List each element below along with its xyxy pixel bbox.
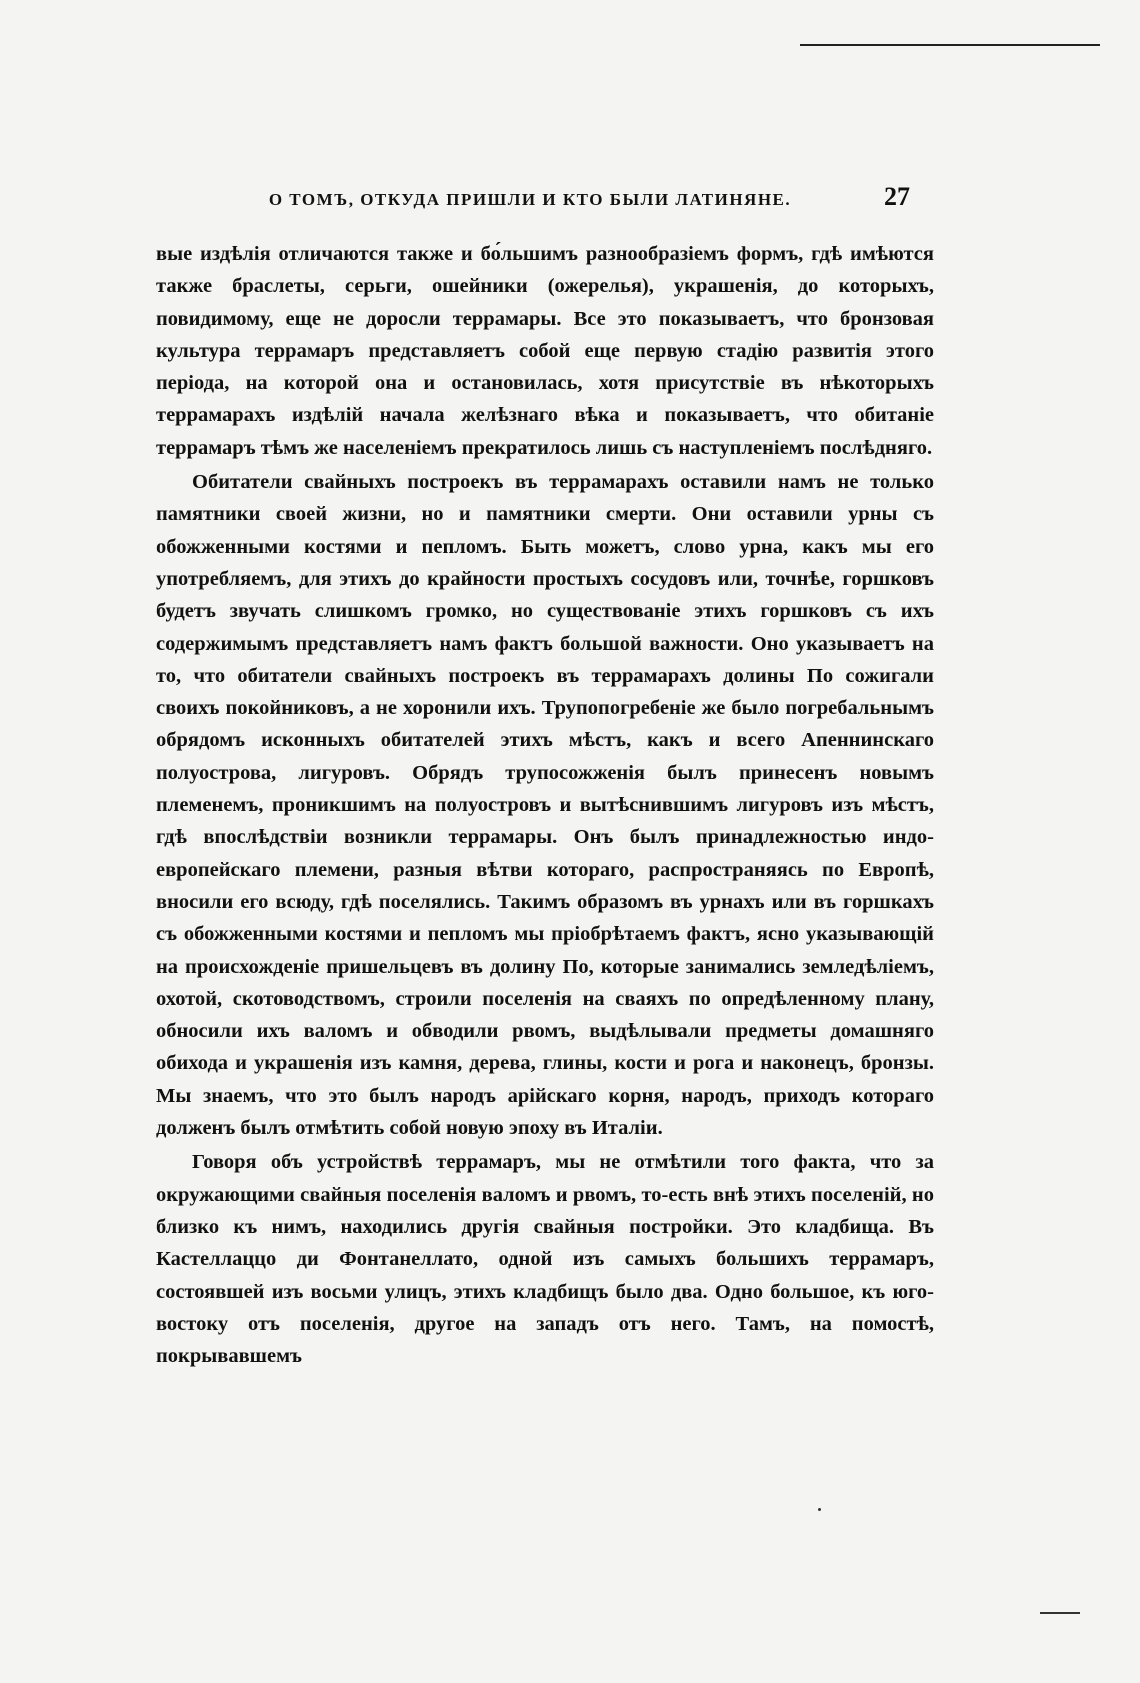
paragraph-2: Обитатели свайныхъ построекъ въ террамарахъ оставили намъ не только памятники своей жизни, но и памятники смерти. Они оставили урны съ обожженными костями и пепломъ. Быть можетъ, слово урна, какъ мы его употребляемъ, для этихъ до крайности простыхъ сосудовъ или, точнѣе, горшковъ будетъ звучать слишкомъ громко, но существованіе этихъ горшковъ съ ихъ содержимымъ представляетъ намъ фактъ большой важности. Оно указываетъ на то, что обитатели свайныхъ построекъ въ террамарахъ долины По сожигали своихъ покойниковъ, а не хоронили ихъ. Трупопогребеніе же было погребальнымъ обрядомъ исконныхъ обитателей этихъ мѣстъ, какъ и всего Апеннинскаго полуострова, лигуровъ. Обрядъ трупосожженія былъ принесенъ новымъ племенемъ, проникшимъ на полуостровъ и вытѣснившимъ лигуровъ изъ мѣстъ, гдѣ впослѣдствіи возникли террамары. Онъ былъ принадлежностью индо-европейскаго племени, разныя вѣтви котораго, распространяясь по Европѣ, вносили его всюду, гдѣ поселялись. Такимъ образомъ въ урнахъ или въ горшкахъ съ обожженными костями и пепломъ мы пріобрѣтаемъ фактъ, ясно указывающій на происхожденіе пришельцевъ въ долину По, которые занимались земледѣліемъ, охотой, скотоводствомъ, строили поселенія на сваяхъ по опредѣленному плану, обносили ихъ валомъ и обводили рвомъ, выдѣлывали предметы домашняго обихода и украшенія изъ камня, дерева, глины, кости и рога и наконецъ, бронзы. Мы знаемъ, что это былъ народъ арійскаго корня, народъ, приходъ котораго долженъ былъ отмѣтить собой новую эпоху въ Италіи. [156,471,934,1140]
page-number: 27 [884,182,910,211]
paragraph-1: вые издѣлія отличаются также и бо́льшимъ разнообразіемъ формъ, гдѣ имѣются также браслеты, серьги, ошейники (ожерелья), украшенія, до которыхъ, повидимому, еще не доросли террамары. Все это показываетъ, что бронзовая культура террамаръ представляетъ собой еще первую стадію развитія этого періода, на которой она и остановилась, хотя присутствіе въ нѣкоторыхъ террамарахъ издѣлій начала желѣзнаго вѣка и показываетъ, что обитаніе террамаръ тѣмъ же населеніемъ прекратилось лишь съ наступленіемъ послѣдняго. [156,243,934,459]
running-title: О ТОМЪ, ОТКУДА ПРИШЛИ И КТО БЫЛИ ЛАТИНЯНЕ. [268,190,792,209]
body-text [156,238,934,1372]
top-rule [800,44,1100,46]
ink-speck [818,1508,821,1511]
bottom-rule [1040,1612,1080,1614]
page-header [190,180,910,220]
paragraph-3: Говоря объ устройствѣ террамаръ, мы не отмѣтили того факта, что за окружающими свайныя поселенія валомъ и рвомъ, то-есть внѣ этихъ поселеній, но близко къ нимъ, находились другія свайныя постройки. Это кладбища. Въ Кастеллаццо ди Фонтанеллато, одной изъ самыхъ большихъ террамаръ, состоявшей изъ восьми улицъ, этихъ кладбищъ было два. Одно большое, къ юго-востоку отъ поселенія, другое на западъ отъ него. Тамъ, на помостѣ, покрывавшемъ [156,1151,934,1368]
